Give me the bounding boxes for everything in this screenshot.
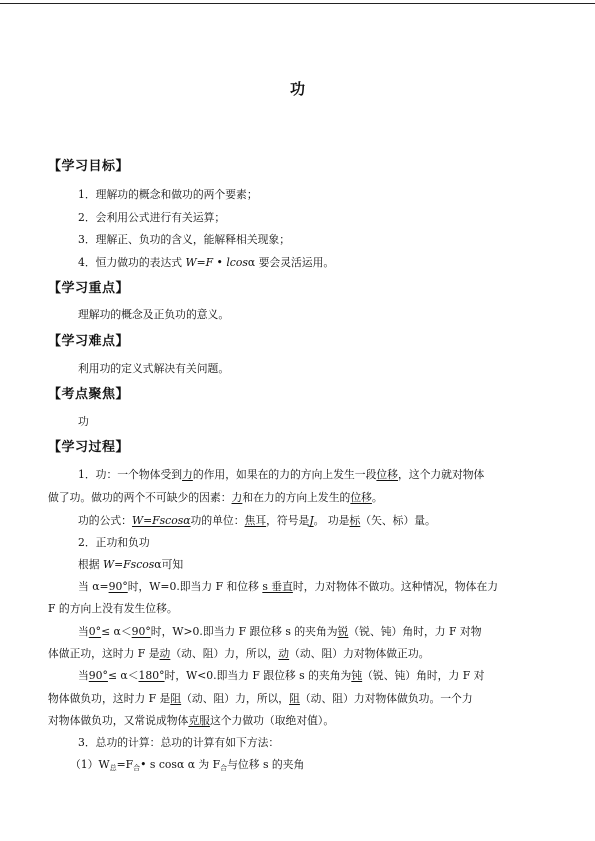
- key-text: 理解功的概念及正负功的意义。: [78, 308, 230, 321]
- section-goals-heading: 【学习目标】: [48, 159, 130, 174]
- section-process-heading: 【学习过程】: [48, 440, 130, 455]
- section-focus-heading: 【考点聚焦】: [48, 387, 130, 402]
- case-zero-work-b: F 的方向上没有发生位移。: [48, 602, 178, 615]
- total-work-heading: 3．总功的计算：总功的计算有如下方法：: [78, 736, 280, 749]
- case-negative-work-c: 对物体做负功，又常说成物体克服这个力做功（取绝对值）。: [48, 714, 335, 727]
- total-work-method-1: $(1)W_总=F_合•$ s cosα α 为 $F_合$与位移 s 的夹角: [70, 758, 305, 772]
- top-rule: [0, 3, 595, 4]
- focus-text: 功: [78, 415, 89, 428]
- section-difficult-heading: 【学习难点】: [48, 334, 130, 349]
- goal-item-2: 2．会利用公式进行有关运算；: [78, 211, 226, 224]
- case-positive-work-b: 体做正功，这时力 F 是动（动、阻）力，所以，动（动、阻）力对物体做正功。: [48, 647, 430, 660]
- process-paragraph-1b: 做了功。做功的两个不可缺少的因素：力和在力的方向上发生的位移。: [48, 491, 383, 504]
- case-negative-work: 当90°≤ α＜180°时，W<0.即当力 F 跟位移 s 的夹角为钝（锐、钝）角时，力 F 对: [78, 669, 485, 682]
- positive-negative-heading: 2．正功和负功: [78, 536, 150, 549]
- case-negative-work-b: 物体做负功，这时力 F 是阻（动、阻）力，所以，阻（动、阻）力对物体做负功。一个力: [48, 692, 473, 705]
- difficult-text: 利用功的定义式解决有关问题。: [78, 362, 230, 375]
- section-key-heading: 【学习重点】: [48, 281, 130, 296]
- case-zero-work: 当 α=90°时，W=0.即当力 F 和位移 s 垂直时，力对物体不做功。这种情况，物体在力: [78, 580, 499, 593]
- goal-item-3: 3．理解正、负功的含义，能解释相关现象；: [78, 233, 291, 246]
- work-formula-line: 功的公式：W=Fscosα功的单位：焦耳，符号是J。 功是标（矢、标）量。: [78, 514, 436, 527]
- page-title: 功: [289, 80, 305, 98]
- goal-item-4: 4．恒力做功的表达式 W=F • lcosα 要会灵活运用。: [78, 256, 335, 269]
- process-paragraph-1: 1．功：一个物体受到力的作用，如果在的力的方向上发生一段位移，这个力就对物体: [78, 468, 485, 481]
- goal-item-1: 1．理解功的概念和做功的两个要素；: [78, 188, 258, 201]
- case-positive-work: 当0°≤ α＜90°时，W>0.即当力 F 跟位移 s 的夹角为锐（锐、钝）角时，力 F 对物: [78, 625, 482, 638]
- according-line: 根据 W=Fscosα可知: [78, 558, 184, 571]
